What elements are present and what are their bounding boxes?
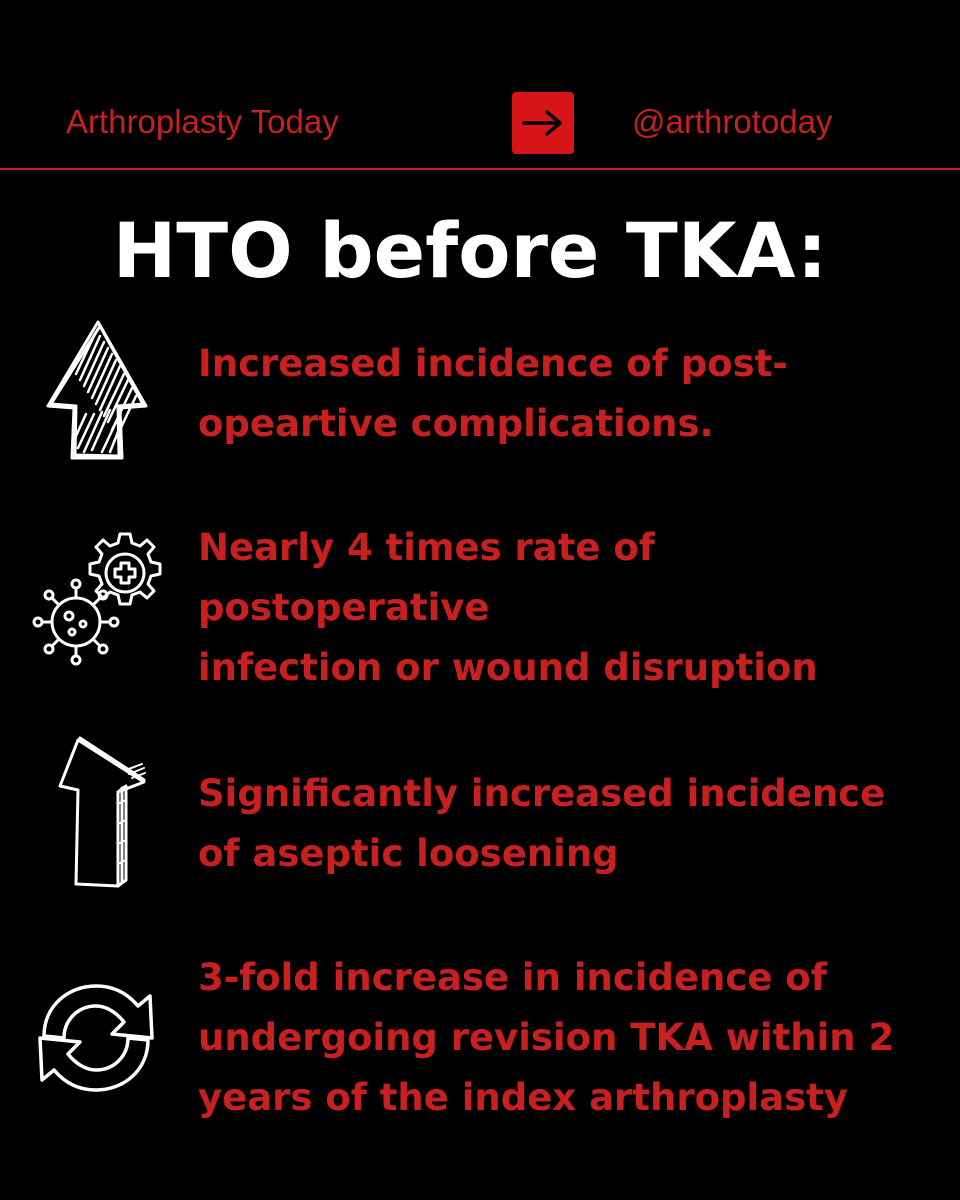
social-handle: @arthrotoday [632, 103, 833, 140]
list-item-revision: 3-fold increase in incidence of undergoing revision TKA within 2 years of the index arthroplasty [198, 956, 895, 1119]
refresh-arrows-icon [30, 976, 162, 1102]
list-item-loosening: Significantly increased incidence of aseptic loosening [198, 772, 886, 875]
up-arrow-sketch-icon [40, 318, 152, 464]
brand-name: Arthroplasty Today [66, 103, 339, 140]
header-divider [0, 168, 960, 170]
list-item-complications: Increased incidence of post- opeartive complications. [198, 342, 788, 445]
next-button[interactable] [512, 92, 574, 154]
right-arrow-icon [521, 108, 565, 138]
virus-gear-icon [28, 530, 164, 666]
header [0, 0, 960, 170]
page-title: HTO before TKA: [112, 206, 828, 295]
up-arrow-outline-icon [56, 734, 148, 890]
list-item-infection: Nearly 4 times rate of postoperative infection or wound disruption [198, 526, 818, 689]
